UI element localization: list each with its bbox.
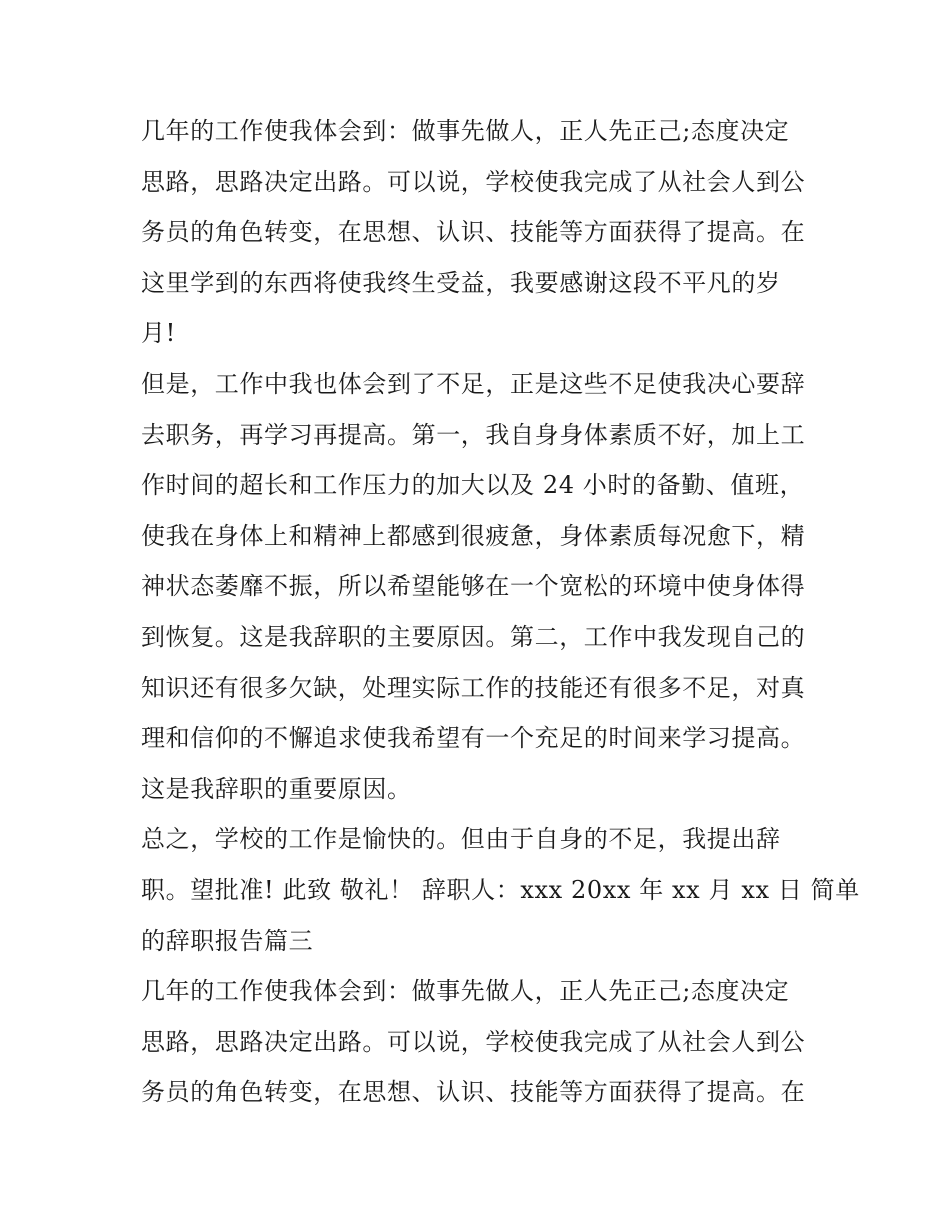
text-line: 知识还有很多欠缺，处理实际工作的技能还有很多不足，对真 [141,673,806,702]
text-line: 使我在身体上和精神上都感到很疲惫，身体素质每况愈下，精 [141,521,806,550]
text-line: 这是我辞职的重要原因。 [141,774,412,803]
text-line: 但是，工作中我也体会到了不足，正是这些不足使我决心要辞 [141,369,806,398]
text-line: 思路，思路决定出路。可以说，学校使我完成了从社会人到公 [141,167,806,196]
text-line: 几年的工作使我体会到：做事先做人，正人先正己;态度决定 [141,117,790,145]
text-line: 务员的角色转变，在思想、认识、技能等方面获得了提高。在 [141,1078,806,1107]
text-line: 月! [141,319,176,348]
text-line: 的辞职报告篇三 [141,926,314,955]
text-line: 务员的角色转变，在思想、认识、技能等方面获得了提高。在 [141,218,806,247]
text-line: 去职务，再学习再提高。第一，我自身身体素质不好，加上工 [141,420,806,449]
text-line: 理和信仰的不懈追求使我希望有一个充足的时间来学习提高。 [141,724,806,753]
text-line: 作时间的超长和工作压力的加大以及 24 小时的备勤、值班， [141,471,805,500]
document-body [141,106,860,1118]
text-line: 职。望批准! 此致 敬礼！ 辞职人：xxx 20xx 年 xx 月 xx 日 简单 [141,875,860,904]
text-line: 几年的工作使我体会到：做事先做人，正人先正己;态度决定 [141,977,790,1006]
text-line: 到恢复。这是我辞职的主要原因。第二，工作中我发现自己的 [141,622,806,651]
text-line: 这里学到的东西将使我终生受益，我要感谢这段不平凡的岁 [141,268,781,297]
text-line: 神状态萎靡不振，所以希望能够在一个宽松的环境中使身体得 [141,572,806,601]
text-line: 总之，学校的工作是愉快的。但由于自身的不足，我提出辞 [141,825,781,854]
text-line: 思路，思路决定出路。可以说，学校使我完成了从社会人到公 [141,1027,806,1056]
